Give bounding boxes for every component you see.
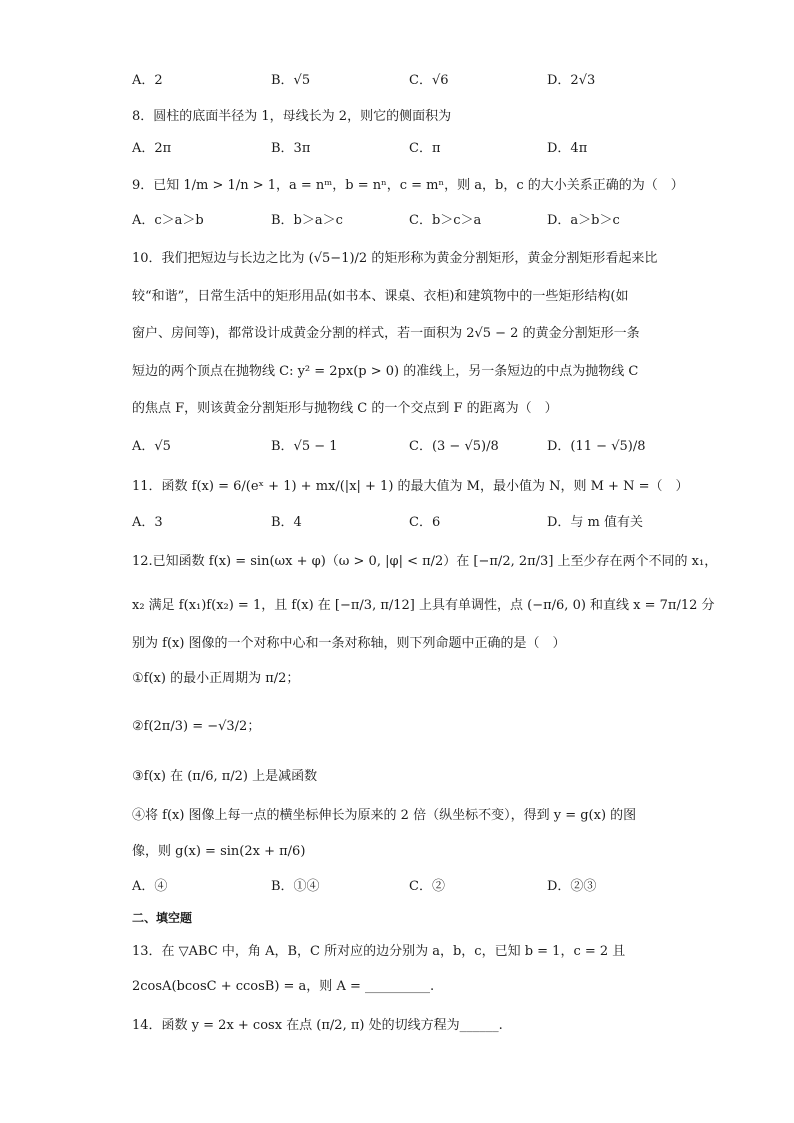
q9-option-a: A．c＞a＞b: [132, 213, 204, 228]
q12-line-2: x₂ 满足 f(x₁)f(x₂) = 1，且 f(x) 在 [−π/3, π/12] 上具有单调性，点 (−π/6, 0) 和直线 x = 7π/12 分: [132, 598, 715, 613]
q12-option-d: D．②③: [547, 879, 597, 894]
section-heading-fill-blank: 二、填空题: [132, 911, 193, 925]
q13-line-2: 2cosA(bcosC + ccosB) = a，则 A = __________.: [132, 979, 435, 994]
q12-line-1: 12.已知函数 f(x) = sin(ωx + φ)（ω > 0, |φ| < π/2）在 [−π/2, 2π/3] 上至少存在两个不同的 x₁，: [132, 554, 718, 569]
q8-option-d: D．4π: [547, 141, 588, 156]
q9-option-d: D．a＞b＞c: [547, 213, 620, 228]
q12-option-b: B．①④: [271, 879, 320, 894]
q10-option-c: C．(3 − √5)/8: [409, 439, 499, 454]
q7-option-a: A．2: [132, 73, 163, 88]
q8-stem: 8．圆柱的底面半径为 1，母线长为 2，则它的侧面积为: [132, 109, 452, 124]
q7-option-c: C．√6: [409, 73, 449, 88]
q11-option-a: A．3: [132, 515, 163, 530]
q11-option-b: B．4: [271, 515, 302, 530]
q12-option-a: A．④: [132, 879, 168, 894]
q10-line-5: 的焦点 F，则该黄金分割矩形与抛物线 C 的一个交点到 F 的距离为（ ）: [132, 401, 558, 416]
q10-option-b: B．√5 − 1: [271, 439, 338, 454]
q11-option-d: D．与 m 值有关: [547, 515, 644, 530]
q10-option-d: D．(11 − √5)/8: [547, 439, 646, 454]
q10-line-4: 短边的两个顶点在抛物线 C: y² = 2px(p > 0) 的准线上，另一条短边的中点为抛物线 C: [132, 364, 639, 379]
q12-statement-4: ④将 f(x) 图像上每一点的横坐标伸长为原来的 2 倍（纵坐标不变），得到 y = g(x) 的图: [132, 808, 637, 823]
q8-option-a: A．2π: [132, 141, 172, 156]
q12-statement-2: ②f(2π/3) = −√3/2；: [132, 719, 261, 734]
q12-line-3: 别为 f(x) 图像的一个对称中心和一条对称轴，则下列命题中正确的是（ ）: [132, 636, 566, 651]
q8-option-b: B．3π: [271, 141, 311, 156]
q10-line-1: 10．我们把短边与长边之比为 (√5−1)/2 的矩形称为黄金分割矩形，黄金分割矩形看起来比: [132, 251, 658, 266]
q13-line-1: 13．在 ▽ABC 中，角 A，B，C 所对应的边分别为 a，b，c，已知 b = 1，c = 2 且: [132, 944, 626, 959]
q9-stem: 9．已知 1/m > 1/n > 1，a = nᵐ，b = nⁿ，c = mⁿ，则 a，b，c 的大小关系正确的为（ ）: [132, 178, 684, 193]
q7-option-b: B．√5: [271, 73, 311, 88]
q11-option-c: C．6: [409, 515, 441, 530]
q12-statement-3: ③f(x) 在 (π/6, π/2) 上是减函数: [132, 769, 318, 784]
q11-stem: 11．函数 f(x) = 6/(eˣ + 1) + mx/(|x| + 1) 的最大值为 M，最小值为 N，则 M + N =（ ）: [132, 479, 689, 494]
q10-line-3: 窗户、房间等)，都常设计成黄金分割的样式，若一面积为 2√5 − 2 的黄金分割矩形一条: [132, 326, 640, 341]
q12-statement-1: ①f(x) 的最小正周期为 π/2；: [132, 671, 300, 686]
q14-stem: 14．函数 y = 2x + cosx 在点 (π/2, π) 处的切线方程为______.: [132, 1018, 503, 1033]
q7-option-d: D．2√3: [547, 73, 596, 88]
q12-option-c: C．②: [409, 879, 445, 894]
q10-option-a: A．√5: [132, 439, 171, 454]
q12-statement-4-cont: 像，则 g(x) = sin(2x + π/6): [132, 844, 306, 859]
q10-line-2: 较“和谐”，日常生活中的矩形用品(如书本、课桌、衣柜)和建筑物中的一些矩形结构(如: [132, 289, 629, 304]
q8-option-c: C．π: [409, 141, 441, 156]
q9-option-b: B．b＞a＞c: [271, 213, 343, 228]
q9-option-c: C．b＞c＞a: [409, 213, 482, 228]
